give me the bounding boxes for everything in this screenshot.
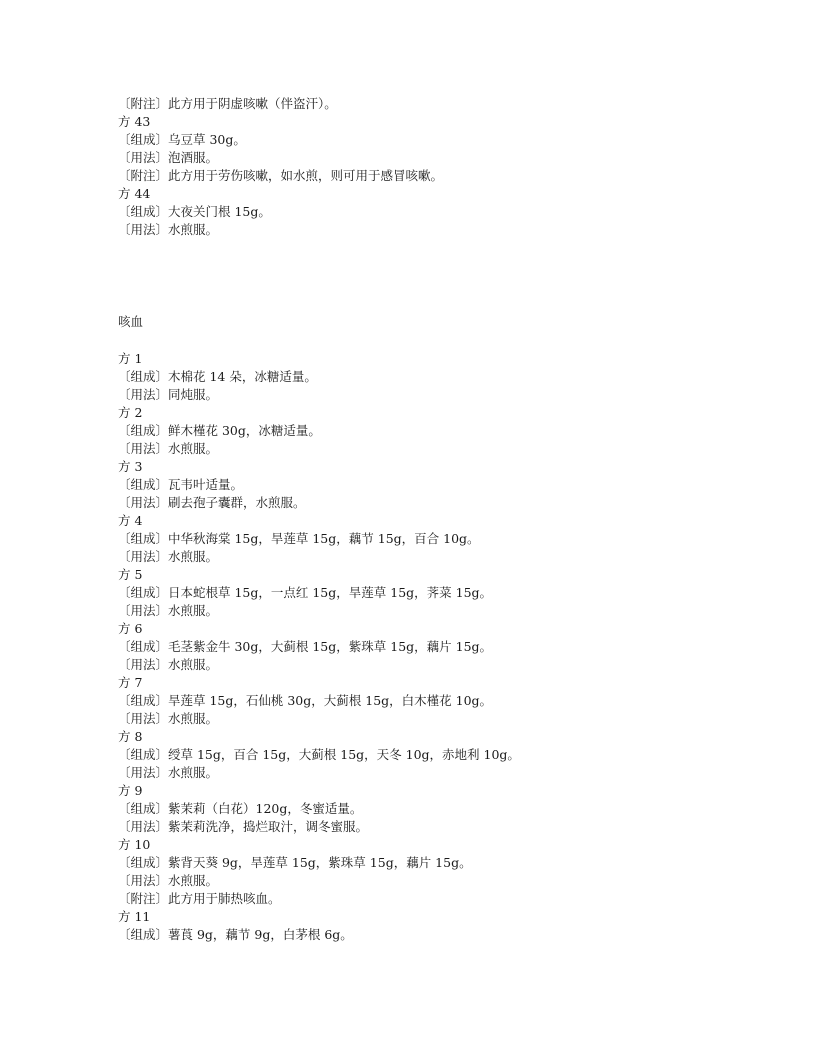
composition-line: 〔组成〕日本蛇根草 15g，一点红 15g，旱莲草 15g，荠菜 15g。: [118, 585, 493, 600]
note-line: 〔附注〕此方用于肺热咳血。: [118, 891, 281, 906]
composition-line: 〔组成〕绶草 15g，百合 15g，大蓟根 15g，天冬 10g，赤地利 10g。: [118, 747, 520, 762]
prescription-number: 方 11: [118, 909, 151, 924]
prescription-number: 方 9: [118, 783, 143, 798]
composition-line: 〔组成〕中华秋海棠 15g，旱莲草 15g，藕节 15g，百合 10g。: [118, 531, 480, 546]
prescription-number: 方 44: [118, 186, 151, 201]
composition-line: 〔组成〕鲜木槿花 30g，冰糖适量。: [118, 423, 321, 438]
composition-line: 〔组成〕乌豆草 30g。: [118, 132, 246, 147]
prescription-number: 方 7: [118, 675, 143, 690]
prescription-number: 方 5: [118, 567, 143, 582]
usage-line: 〔用法〕泡酒服。: [118, 150, 219, 165]
note-line: 〔附注〕此方用于劳伤咳嗽，如水煎，则可用于感冒咳嗽。: [118, 168, 444, 183]
prescription-number: 方 8: [118, 729, 143, 744]
usage-line: 〔用法〕刷去孢子囊群，水煎服。: [118, 495, 306, 510]
prescription-number: 方 3: [118, 459, 143, 474]
composition-line: 〔组成〕紫背天葵 9g，旱莲草 15g，紫珠草 15g，藕片 15g。: [118, 855, 472, 870]
previous-section-text: [118, 95, 778, 239]
prescription-number: 方 6: [118, 621, 143, 636]
composition-line: 〔组成〕木棉花 14 朵，冰糖适量。: [118, 369, 317, 384]
prescription-number: 方 4: [118, 513, 143, 528]
composition-line: 〔组成〕大夜关门根 15g。: [118, 204, 271, 219]
prescription-number: 方 2: [118, 405, 143, 420]
prescription-number: 方 10: [118, 837, 151, 852]
usage-line: 〔用法〕水煎服。: [118, 549, 219, 564]
usage-line: 〔用法〕水煎服。: [118, 711, 219, 726]
usage-line: 〔用法〕水煎服。: [118, 873, 219, 888]
usage-line: 〔用法〕水煎服。: [118, 603, 219, 618]
usage-line: 〔用法〕同炖服。: [118, 387, 219, 402]
prescription-number: 方 43: [118, 114, 151, 129]
usage-line: 〔用法〕水煎服。: [118, 765, 219, 780]
composition-line: 〔组成〕薯莨 9g，藕节 9g，白茅根 6g。: [118, 927, 353, 942]
usage-line: 〔用法〕水煎服。: [118, 441, 219, 456]
composition-line: 〔组成〕毛茎紫金牛 30g，大蓟根 15g，紫珠草 15g，藕片 15g。: [118, 639, 493, 654]
section-body-text: [118, 350, 778, 944]
section-title: 咳血: [118, 314, 144, 329]
composition-line: 〔组成〕瓦韦叶适量。: [118, 477, 244, 492]
usage-line: 〔用法〕水煎服。: [118, 222, 219, 237]
note-line: 〔附注〕此方用于阴虚咳嗽（伴盗汗）。: [118, 96, 337, 111]
usage-line: 〔用法〕紫茉莉洗净，捣烂取汁，调冬蜜服。: [118, 819, 369, 834]
usage-line: 〔用法〕水煎服。: [118, 657, 219, 672]
composition-line: 〔组成〕紫茉莉（白花）120g，冬蜜适量。: [118, 801, 363, 816]
composition-line: 〔组成〕旱莲草 15g，石仙桃 30g，大蓟根 15g，白木槿花 10g。: [118, 693, 493, 708]
prescription-number: 方 1: [118, 351, 143, 366]
